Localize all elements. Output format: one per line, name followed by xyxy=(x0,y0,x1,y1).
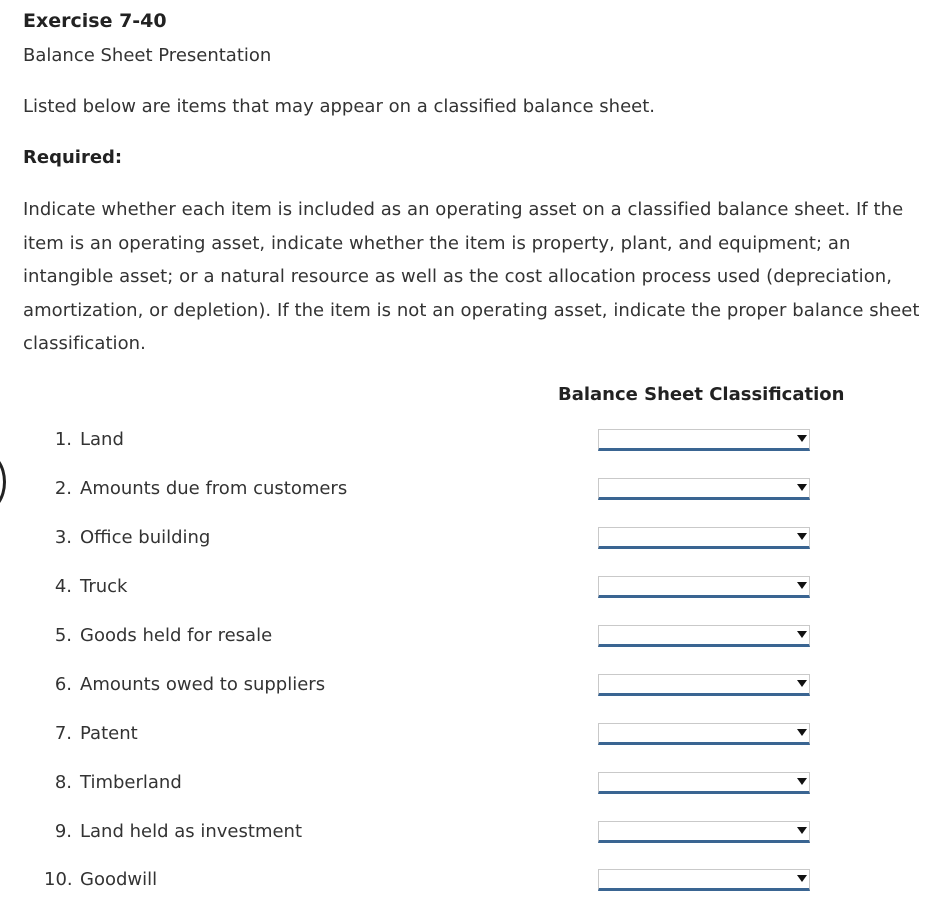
chevron-down-icon xyxy=(797,875,807,882)
chevron-down-icon xyxy=(797,435,807,442)
classification-dropdown-7[interactable] xyxy=(598,723,810,745)
item-number: 4. xyxy=(54,576,72,597)
item-label: Amounts owed to suppliers xyxy=(80,674,326,695)
classification-dropdown-4[interactable] xyxy=(598,576,810,598)
list-item xyxy=(44,429,124,450)
item-label: Goods held for resale xyxy=(80,625,273,646)
item-number: 6. xyxy=(54,674,72,695)
list-item xyxy=(44,625,272,646)
instructions-text: Indicate whether each item is included as an operating asset on a classified balance sheet. If the item is an operating asset, indicate whether the item is property, plant, and equipment; an intangible asset; or a natural resource as well as the cost allocation process used (depreciation, amortization, or depletion). If the item is not an operating asset, indicate the proper balance sheet classification. xyxy=(23,199,920,354)
list-item xyxy=(44,527,210,548)
item-number: 7. xyxy=(54,723,72,744)
chevron-down-icon xyxy=(797,729,807,736)
list-item xyxy=(44,869,157,890)
list-item xyxy=(44,821,302,842)
classification-dropdown-6[interactable] xyxy=(598,674,810,696)
classification-dropdown-2[interactable] xyxy=(598,478,810,500)
exercise-subtitle: Balance Sheet Presentation xyxy=(23,45,272,66)
item-label: Land held as investment xyxy=(80,821,303,842)
chevron-down-icon xyxy=(797,680,807,687)
item-label: Office building xyxy=(80,527,211,548)
item-number: 10. xyxy=(44,869,73,890)
exercise-title: Exercise 7-40 xyxy=(23,10,167,32)
item-number: 3. xyxy=(54,527,72,548)
chevron-down-icon xyxy=(797,533,807,540)
classification-dropdown-9[interactable] xyxy=(598,821,810,843)
edge-circle-icon xyxy=(0,452,6,512)
classification-dropdown-8[interactable] xyxy=(598,772,810,794)
chevron-down-icon xyxy=(797,631,807,638)
item-label: Timberland xyxy=(80,772,182,793)
item-number: 9. xyxy=(54,821,72,842)
item-label: Goodwill xyxy=(80,869,158,890)
item-number: 1. xyxy=(54,429,72,450)
chevron-down-icon xyxy=(797,778,807,785)
item-label: Patent xyxy=(80,723,138,744)
chevron-down-icon xyxy=(797,582,807,589)
item-number: 2. xyxy=(54,478,72,499)
chevron-down-icon xyxy=(797,827,807,834)
intro-text: Listed below are items that may appear on a classified balance sheet. xyxy=(23,96,656,117)
item-label: Truck xyxy=(80,576,128,597)
classification-dropdown-5[interactable] xyxy=(598,625,810,647)
item-number: 8. xyxy=(54,772,72,793)
list-item xyxy=(44,723,138,744)
item-number: 5. xyxy=(54,625,72,646)
classification-column-header: Balance Sheet Classification xyxy=(558,384,845,405)
classification-dropdown-1[interactable] xyxy=(598,429,810,451)
list-item xyxy=(44,674,325,695)
chevron-down-icon xyxy=(797,484,807,491)
classification-dropdown-3[interactable] xyxy=(598,527,810,549)
classification-dropdown-10[interactable] xyxy=(598,869,810,891)
item-label: Amounts due from customers xyxy=(80,478,348,499)
list-item xyxy=(44,478,347,499)
required-label: Required: xyxy=(23,147,123,168)
item-label: Land xyxy=(80,429,124,450)
list-item xyxy=(44,576,127,597)
list-item xyxy=(44,772,182,793)
